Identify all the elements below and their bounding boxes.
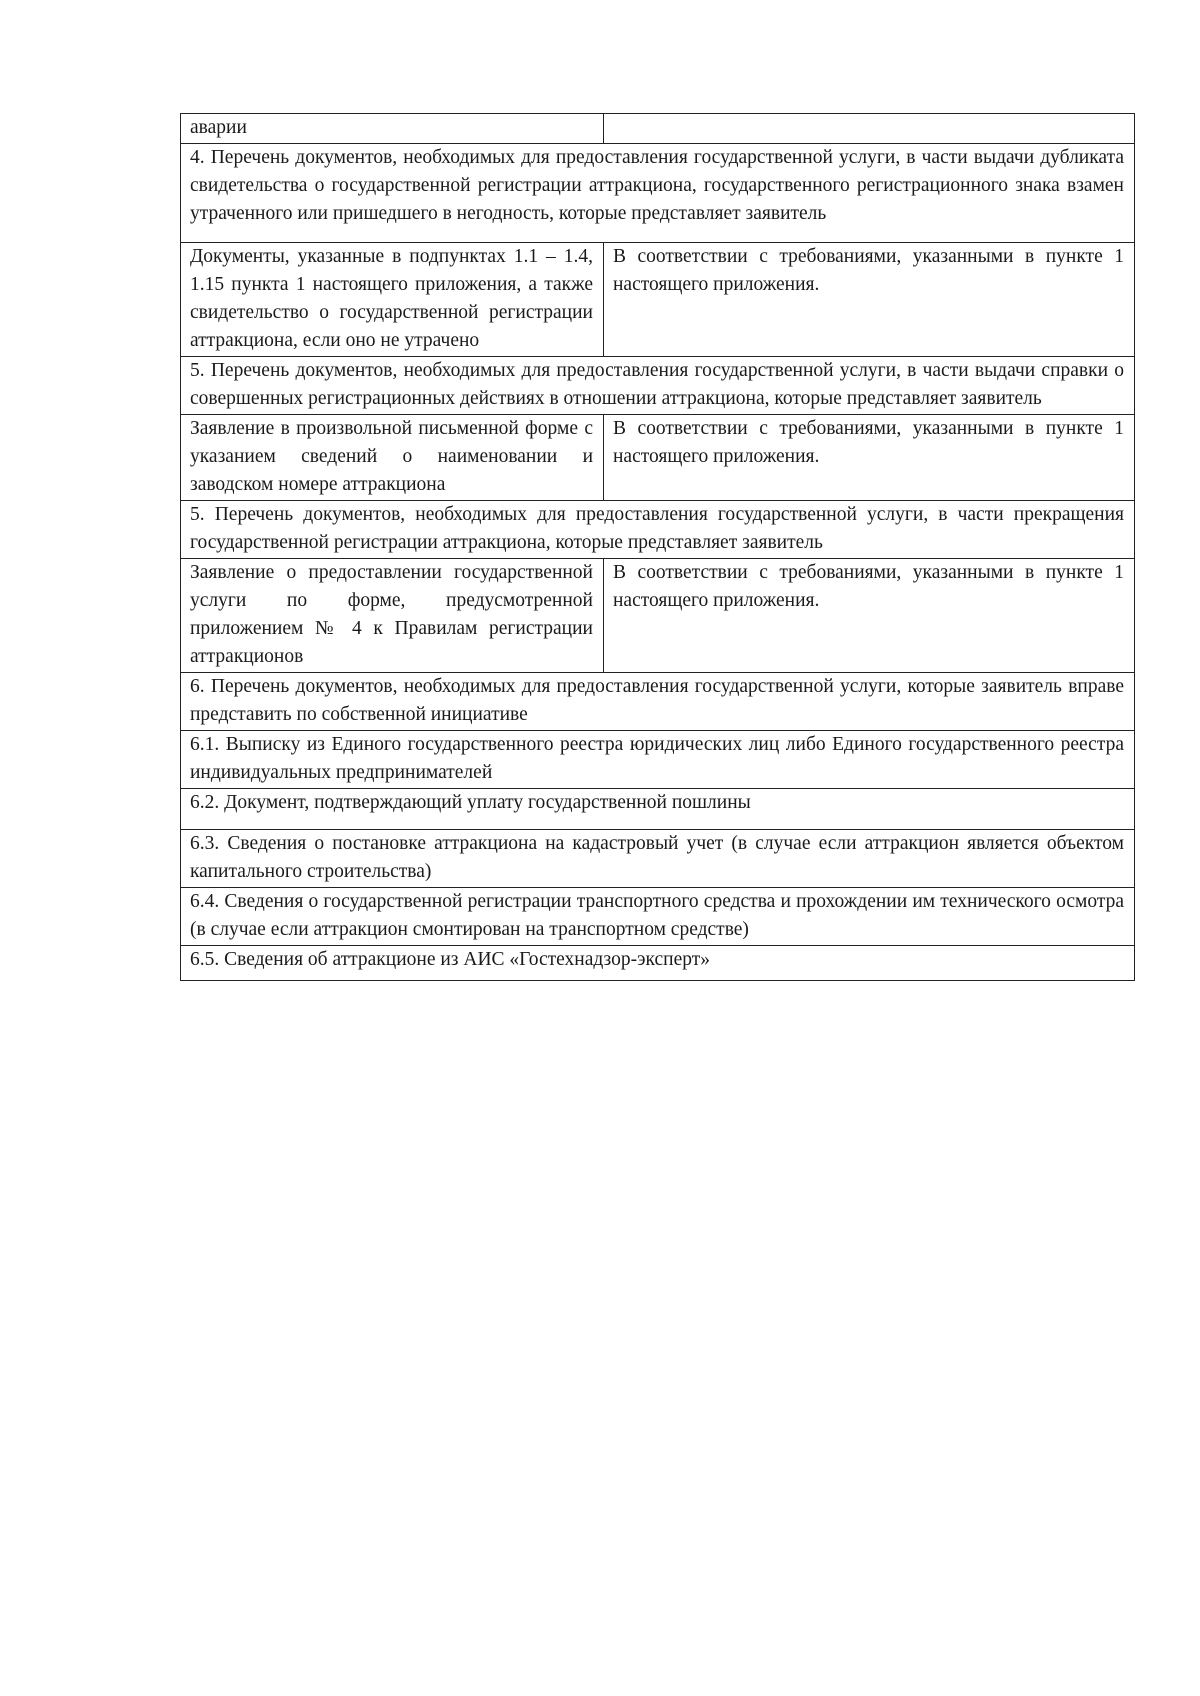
table-row (181, 830, 1135, 888)
table-cell-right (604, 114, 1135, 144)
item-6-5: 6.5. Сведения об аттракционе из АИС «Гостехнадзор-эксперт» (181, 946, 1135, 981)
table-row (181, 789, 1135, 830)
table-row (181, 559, 1135, 673)
documents-table (180, 113, 1135, 981)
table-row (181, 731, 1135, 789)
table-cell-right: В соответствии с требованиями, указанными в пункте 1 настоящего приложения. (604, 243, 1135, 357)
table-row (181, 673, 1135, 731)
section-heading-5-termination: 5. Перечень документов, необходимых для предоставления государственной услуги, в части прекращения государственной регистрации аттракциона, которые представляет заявитель (181, 501, 1135, 559)
section-heading-5-reference: 5. Перечень документов, необходимых для предоставления государственной услуги, в части выдачи справки о совершенных регистрационных действиях в отношении аттракциона, которые представляет заявитель (181, 357, 1135, 415)
item-6-3: 6.3. Сведения о постановке аттракциона на кадастровый учет (в случае если аттракцион является объектом капитального строительства) (181, 830, 1135, 888)
section-heading-6: 6. Перечень документов, необходимых для предоставления государственной услуги, которые заявитель вправе представить по собственной инициативе (181, 673, 1135, 731)
table-row (181, 501, 1135, 559)
table-row (181, 144, 1135, 243)
table-cell-right: В соответствии с требованиями, указанными в пункте 1 настоящего приложения. (604, 415, 1135, 501)
table-cell-left: Заявление о предоставлении государственной услуги по форме, предусмотренной приложением № 4 к Правилам регистрации аттракционов (181, 559, 604, 673)
table-cell-left: Заявление в произвольной письменной форме с указанием сведений о наименовании и заводском номере аттракциона (181, 415, 604, 501)
table-row (181, 415, 1135, 501)
table-row (181, 946, 1135, 981)
table-row (181, 243, 1135, 357)
item-6-2: 6.2. Документ, подтверждающий уплату государственной пошлины (181, 789, 1135, 830)
table-row (181, 114, 1135, 144)
item-6-1: 6.1. Выписку из Единого государственного реестра юридических лиц либо Единого государственного реестра индивидуальных предпринимателей (181, 731, 1135, 789)
table-cell-right: В соответствии с требованиями, указанными в пункте 1 настоящего приложения. (604, 559, 1135, 673)
table-cell-left: аварии (181, 114, 604, 144)
item-6-4: 6.4. Сведения о государственной регистрации транспортного средства и прохождении им технического осмотра (в случае если аттракцион смонтирован на транспортном средстве) (181, 888, 1135, 946)
table-row (181, 357, 1135, 415)
table-cell-left: Документы, указанные в подпунктах 1.1 – 1.4, 1.15 пункта 1 настоящего приложения, а также свидетельство о государственной регистрации аттракциона, если оно не утрачено (181, 243, 604, 357)
table-row (181, 888, 1135, 946)
section-heading-4: 4. Перечень документов, необходимых для предоставления государственной услуги, в части выдачи дубликата свидетельства о государственной регистрации аттракциона, государственного регистрационного знака взамен утраченного или пришедшего в негодность, которые представляет заявитель (181, 144, 1135, 243)
